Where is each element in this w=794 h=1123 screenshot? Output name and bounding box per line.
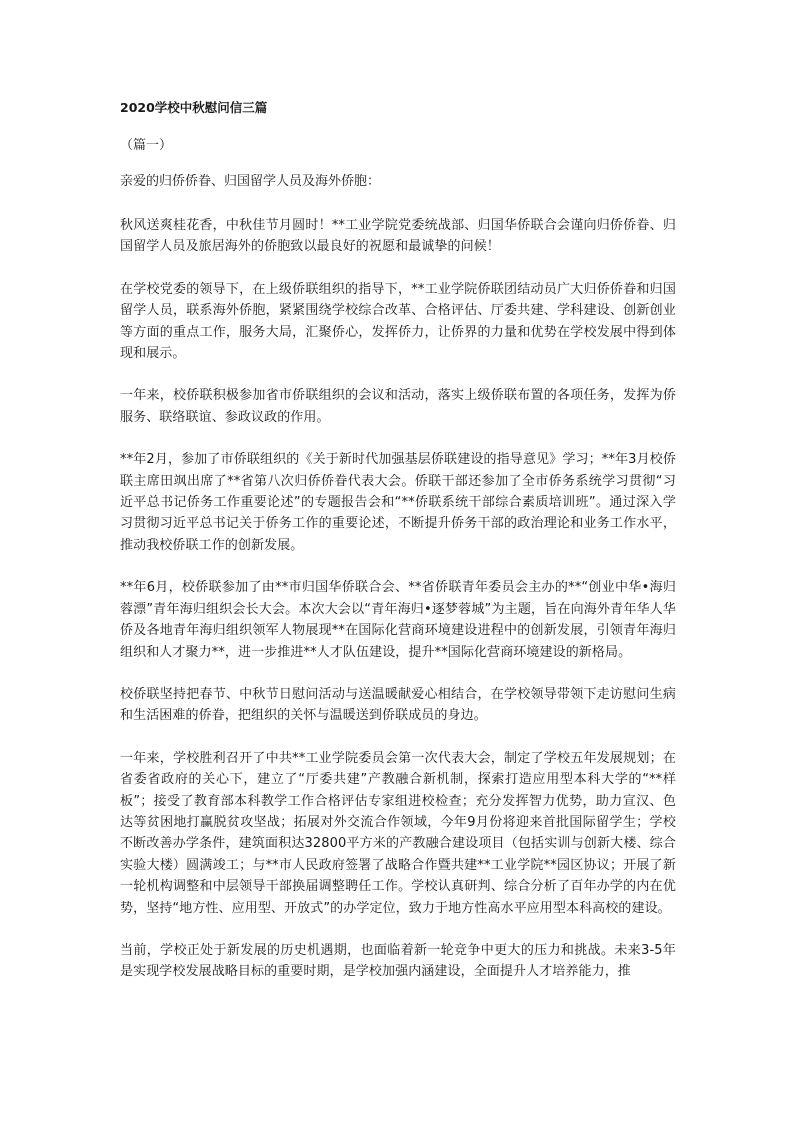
section-label: （篇一） xyxy=(120,138,173,153)
paragraph-activities: 一年来，校侨联积极参加省市侨联组织的会议和活动，落实上级侨联布置的各项任务，发挥为侨服务、联络联谊、参政议政的作用。 xyxy=(120,388,676,425)
paragraph-festival-visits: 校侨联坚持把春节、中秋节日慰问活动与送温暖献爱心相结合，在学校领导带领下走访慰问生病和生活困难的侨眷，把组织的关怀与温暖送到侨联成员的身边。 xyxy=(120,686,676,724)
paragraph-overview: 在学校党委的领导下，在上级侨联组织的指导下，**工业学院侨联团结动员广大归侨侨眷和归国留学人员，联系海外侨胞，紧紧围绕学校综合改革、合格评估、厅委共建、学科建设、创新创业等方面的重点工作，服务大局，汇聚侨心，发挥侨力，让侨界的力量和优势在学校发展中得到体现和展示。 xyxy=(120,281,676,362)
paragraph-youth-conference: **年6月，校侨联参加了由**市归国华侨联合会、**省侨联青年委员会主办的**“创业中华•海归蓉漂”青年海归组织会长大会。本次大会以“青年海归•逐梦蓉城”为主题，旨在向海外青年华人华侨及各地青年海归组织领军人物展现**在国际化营商环境建设进程中的创新发展，引领青年海归组织和人才聚力**，进一步推进**人才队伍建设，提升**国际化营商环境建设的新格局。 xyxy=(120,580,676,660)
paragraph-outlook: 当前，学校正处于新发展的历史机遇期，也面临着新一轮竞争中更大的压力和挑战。未来3-5年是实现学校发展战略目标的重要时期，是学校加强内涵建设，全面提升人才培养能力，推 xyxy=(120,942,676,980)
salutation: 亲爱的归侨侨眷、归国留学人员及海外侨胞： xyxy=(120,174,381,189)
document-title: 2020学校中秋慰问信三篇 xyxy=(120,100,268,115)
paragraph-school-achievements: 一年来，学校胜利召开了中共**工业学院委员会第一次代表大会，制定了学校五年发展规划；在省委省政府的关心下，建立了“厅委共建”产教融合新机制，探索打造应用型本科大学的“**样板”；接受了教育部本科教学工作合格评估专家组进校检查；充分发挥智力优势，助力宣汉、色达等贫困地打赢脱贫攻坚战；拓展对外交流合作领域，今年9月份将迎来首批国际留学生；学校不断改善办学条件，建筑面积达32800平方米的产教融合建设项目（包括实训与创新大楼、综合实验大楼）圆满竣工；与**市人民政府签署了战略合作暨共建**工业学院**园区协议；开展了新一轮机构调整和中层领导干部换届调整聘任工作。学校认真研判、综合分析了百年办学的内在优势，坚持“地方性、应用型、开放式”的办学定位，致力于地方性高水平应用型本科高校的建设。 xyxy=(120,750,676,916)
paragraph-training: **年2月，参加了市侨联组织的《关于新时代加强基层侨联建设的指导意见》学习；**年3月校侨联主席田飒出席了**省第八次归侨侨眷代表大会。侨联干部还参加了全市侨务系统学习贯彻“习近平总书记侨务工作重要论述”的专题报告会和“**侨联系统干部综合素质培训班”。通过深入学习贯彻习近平总书记关于侨务工作的重要论述，不断提升侨务干部的政治理论和业务工作水平，推动我校侨联工作的创新发展。 xyxy=(120,452,676,553)
paragraph-greeting: 秋风送爽桂花香，中秋佳节月圆时！**工业学院党委统战部、归国华侨联合会谨向归侨侨眷、归国留学人员及旅居海外的侨胞致以最良好的祝愿和最诚挚的问候！ xyxy=(120,218,676,255)
document-page xyxy=(120,98,676,983)
